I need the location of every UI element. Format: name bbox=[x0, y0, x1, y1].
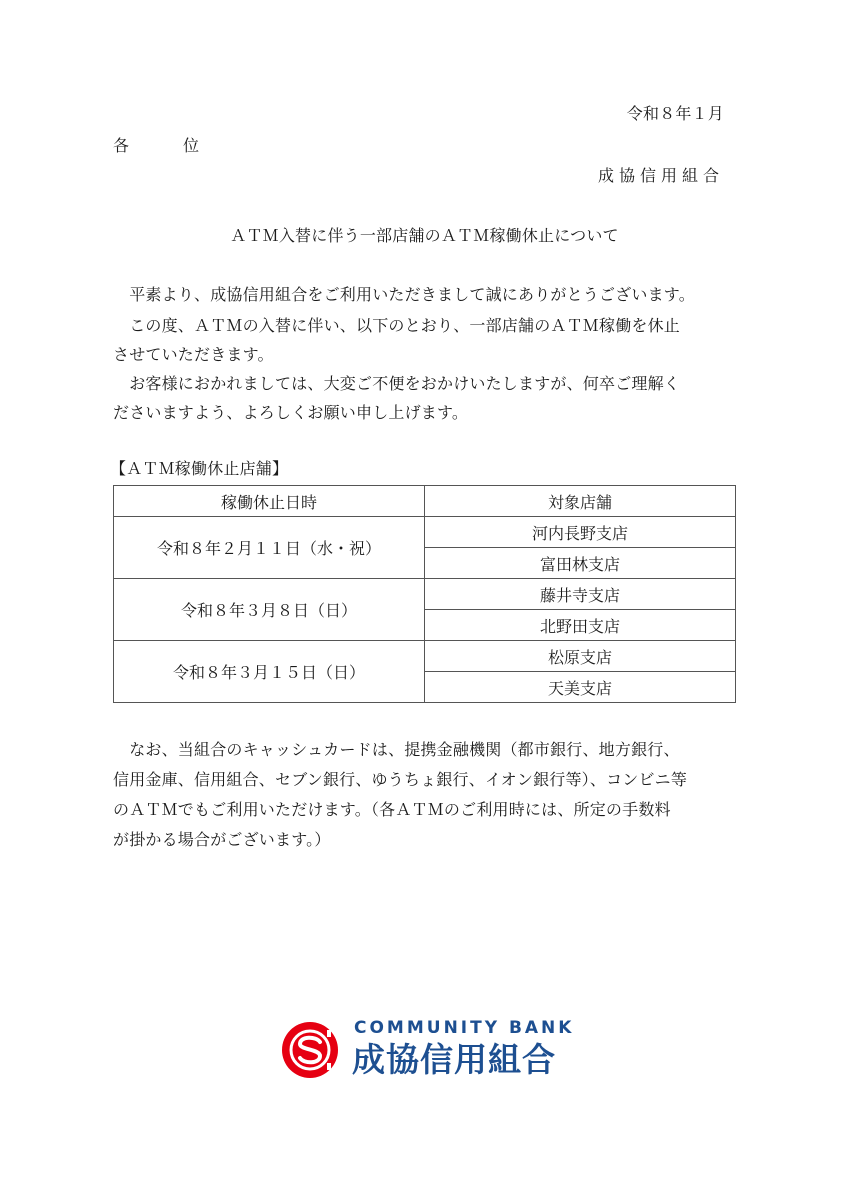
table-header-row bbox=[114, 486, 736, 517]
apology-paragraph-line-1: お客様におかれましては、大変ご不便をおかけいたしますが、何卒ご理解く bbox=[113, 374, 681, 393]
addressee bbox=[113, 136, 199, 156]
greeting-paragraph: 平素より、成協信用組合をご利用いただきまして誠にありがとうございます。 bbox=[113, 285, 695, 304]
column-header-date: 稼働休止日時 bbox=[114, 486, 425, 517]
note-line-1: なお、当組合のキャッシュカードは、提携金融機関（都市銀行、地方銀行、 bbox=[113, 740, 680, 759]
branch-name: 松原支店 bbox=[425, 641, 736, 672]
branch-name: 天美支店 bbox=[425, 672, 736, 703]
suspension-date: 令和８年３月１５日（日） bbox=[114, 641, 425, 703]
bank-logo bbox=[280, 1018, 580, 1082]
table-caption: 【ＡＴＭ稼働休止店舗】 bbox=[110, 459, 289, 478]
logo-english-text: COMMUNITY BANK bbox=[354, 1018, 575, 1038]
suspension-date: 令和８年２月１１日（水・祝） bbox=[114, 517, 425, 579]
addressee-part-1: 各 bbox=[113, 136, 130, 155]
branch-name: 富田林支店 bbox=[425, 548, 736, 579]
table-row bbox=[114, 579, 736, 610]
document-title: ＡＴＭ入替に伴う一部店舗のＡＴＭ稼働休止について bbox=[230, 226, 619, 245]
atm-suspension-table bbox=[113, 485, 736, 703]
document-date: 令和８年１月 bbox=[626, 104, 724, 123]
branch-name: 藤井寺支店 bbox=[425, 579, 736, 610]
sender-name: 成協信用組合 bbox=[597, 166, 724, 185]
table-row bbox=[114, 641, 736, 672]
credit-union-emblem-icon bbox=[280, 1020, 340, 1080]
apology-paragraph-line-2: ださいますよう、よろしくお願い申し上げます。 bbox=[113, 403, 469, 422]
notice-paragraph-line-1: この度、ＡＴＭの入替に伴い、以下のとおり、一部店舗のＡＴＭ稼働を休止 bbox=[113, 316, 681, 335]
suspension-date: 令和８年３月８日（日） bbox=[114, 579, 425, 641]
note-line-4: が掛かる場合がございます。） bbox=[113, 830, 331, 849]
notice-paragraph-line-2: させていただきます。 bbox=[113, 345, 274, 364]
addressee-part-2: 位 bbox=[183, 136, 200, 155]
branch-name: 河内長野支店 bbox=[425, 517, 736, 548]
note-line-2: 信用金庫、信用組合、セブン銀行、ゆうちょ銀行、イオン銀行等）、コンビニ等 bbox=[113, 770, 688, 789]
column-header-branch: 対象店舗 bbox=[425, 486, 736, 517]
logo-japanese-text: 成協信用組合 bbox=[352, 1040, 556, 1079]
table-row bbox=[114, 517, 736, 548]
branch-name: 北野田支店 bbox=[425, 610, 736, 641]
note-line-3: のＡＴＭでもご利用いただけます。（各ＡＴＭのご利用時には、所定の手数料 bbox=[113, 800, 671, 819]
